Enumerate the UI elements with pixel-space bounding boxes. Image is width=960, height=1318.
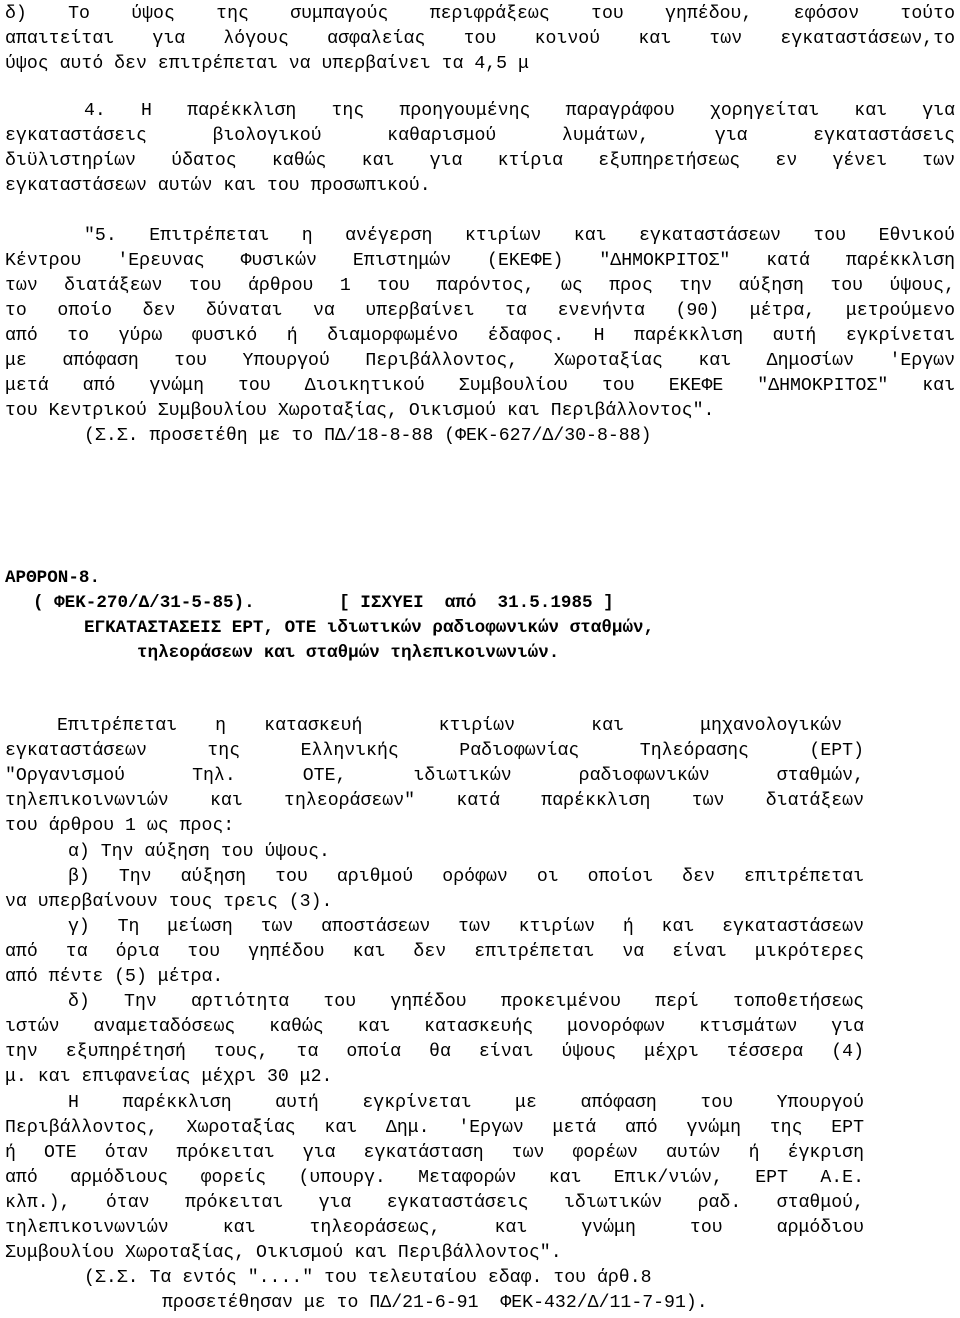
item-d-line-3: ύψος αυτό δεν επιτρέπεται να υπερβαίνει τα 4,5 μ [5, 54, 529, 74]
item-d-line-2: απαιτείται για λόγους ασφαλείας του κοινού και των εγκαταστάσεων,το [5, 29, 955, 49]
article-number: ΑΡΘΡΟΝ-8. [5, 568, 101, 588]
body-line-21: τηλεπικοινωνιών και τηλεοράσεως, και γνώμη του αρμόδιου [5, 1218, 864, 1238]
body-line-15: μ. και επιφανείας μέχρι 30 μ2. [5, 1067, 333, 1087]
item-5-line-1: "5. Επιτρέπεται η ανέγερση κτιρίων και εγκαταστάσεων του Εθνικού [84, 226, 955, 246]
article-title-line-2: τηλεοράσεων και σταθμών τηλεπικοινωνιών. [137, 643, 560, 663]
body-line-1: Επιτρέπεται η κατασκευή κτιρίων και μηχανολογικών [57, 716, 842, 736]
item-5-line-8: του Κεντρικού Συμβουλίου Χωροταξίας, Οικισμού και Περιβάλλοντος". [5, 401, 715, 421]
item-d-line-1: δ) Το ύψος της συμπαγούς περιφράξεως του γηπέδου, εφόσον τούτο [5, 4, 955, 24]
item-5-line-4: το οποίο δεν δύναται να υπερβαίνει τα ενενήντα (90) μέτρα, μετρούμενο [5, 301, 955, 321]
article-fek-line: ( ΦΕΚ-270/Δ/31-5-85). [ ΙΣΧΥΕΙ από 31.5.1985 ] [33, 593, 614, 613]
body-line-10: από τα όρια του γηπέδου και δεν επιτρέπεται να είναι μικρότερες [5, 942, 864, 962]
item-5-line-7: μετά από γνώμη του Διοικητικού Συμβουλίου του ΕΚΕΦΕ "ΔΗΜΟΚΡΙΤΟΣ" και [5, 376, 955, 396]
item-4-line-4: εγκαταστάσεων αυτών και του προσωπικού. [5, 176, 431, 196]
body-line-2: εγκαταστάσεων της Ελληνικής Ραδιοφωνίας Τηλεόρασης (ΕΡΤ) [5, 741, 864, 761]
item-5-line-5: από το γύρω φυσικό ή διαμορφωμένο έδαφος. Η παρέκκλιση αυτή εγκρίνεται [5, 326, 955, 346]
item-5-line-3: των διατάξεων του άρθρου 1 του παρόντος, ως προς την αύξηση του ύψους, [5, 276, 955, 296]
body-line-9: γ) Τη μείωση των αποστάσεων των κτιρίων ή και εγκαταστάσεων [68, 917, 864, 937]
body-line-8: να υπερβαίνουν τους τρεις (3). [5, 892, 333, 912]
body-line-7: β) Την αύξηση του αριθμού ορόφων οι οποίοι δεν επιτρέπεται [68, 867, 864, 887]
item-5-line-2: Κέντρου 'Ερευνας Φυσικών Επιστημών (ΕΚΕΦΕ) "ΔΗΜΟΚΡΙΤΟΣ" κατά παρέκκλιση [5, 251, 955, 271]
body-line-5: του άρθρου 1 ως προς: [5, 816, 235, 836]
body-line-14: την εξυπηρέτησή τους, τα οποία θα είναι ύψους μέχρι τέσσερα (4) [5, 1042, 864, 1062]
body-line-13: ιστών αναμεταδόσεως καθώς και κατασκευής μονορόφων κτισμάτων για [5, 1017, 864, 1037]
item-4-line-2: εγκαταστάσεις βιολογικού καθαρισμού λυμάτων, για εγκαταστάσεις [5, 126, 955, 146]
body-line-16: Η παρέκκλιση αυτή εγκρίνεται με απόφαση του Υπουργού [68, 1093, 864, 1113]
body-line-3: "Οργανισμού Τηλ. ΟΤΕ, ιδιωτικών ραδιοφωνικών σταθμών, [5, 766, 864, 786]
body-line-18: ή ΟΤΕ όταν πρόκειται για εγκατάσταση των φορέων αυτών ή έγκριση [5, 1143, 864, 1163]
body-line-12: δ) Την αρτιότητα του γηπέδου προκειμένου περί τοποθετήσεως [68, 992, 864, 1012]
body-line-23: (Σ.Σ. Τα εντός "...." του τελευταίου εδαφ. του άρθ.8 [84, 1268, 652, 1288]
item-4-line-3: διϋλιστηρίων ύδατος καθώς και για κτίρια εξυπηρετήσεως εν γένει των [5, 151, 955, 171]
body-line-4: τηλεπικοινωνιών και τηλεοράσεων" κατά παρέκκλιση των διατάξεων [5, 791, 864, 811]
body-line-20: κλπ.), όταν πρόκειται για εγκαταστάσεις ιδιωτικών ραδ. σταθμού, [5, 1193, 864, 1213]
body-line-11: από πέντε (5) μέτρα. [5, 967, 224, 987]
article-title-line-1: ΕΓΚΑΤΑΣΤΑΣΕΙΣ ΕΡΤ, ΟΤΕ ιδιωτικών ραδιοφωνικών σταθμών, [84, 618, 655, 638]
item-4-line-1: 4. Η παρέκκλιση της προηγουμένης παραγράφου χορηγείται και για [84, 101, 955, 121]
item-5-line-6: με απόφαση του Υπουργού Περιβάλλοντος, Χωροταξίας και Δημοσίων 'Εργων [5, 351, 955, 371]
body-line-24: προσετέθησαν με το ΠΔ/21-6-91 ΦΕΚ-432/Δ/11-7-91). [162, 1293, 708, 1313]
body-line-19: από αρμόδιους φορείς (υπουργ. Μεταφορών και Επικ/νιών, ΕΡΤ Α.Ε. [5, 1168, 864, 1188]
item-5-note: (Σ.Σ. προσετέθη με το ΠΔ/18-8-88 (ΦΕΚ-627/Δ/30-8-88) [84, 426, 652, 446]
body-line-17: Περιβάλλοντος, Χωροταξίας και Δημ. 'Εργων μετά από γνώμη της ΕΡΤ [5, 1118, 864, 1138]
body-line-22: Συμβουλίου Χωροταξίας, Οικισμού και Περιβάλλοντος". [5, 1243, 562, 1263]
body-line-6: α) Την αύξηση του ύψους. [68, 842, 330, 862]
